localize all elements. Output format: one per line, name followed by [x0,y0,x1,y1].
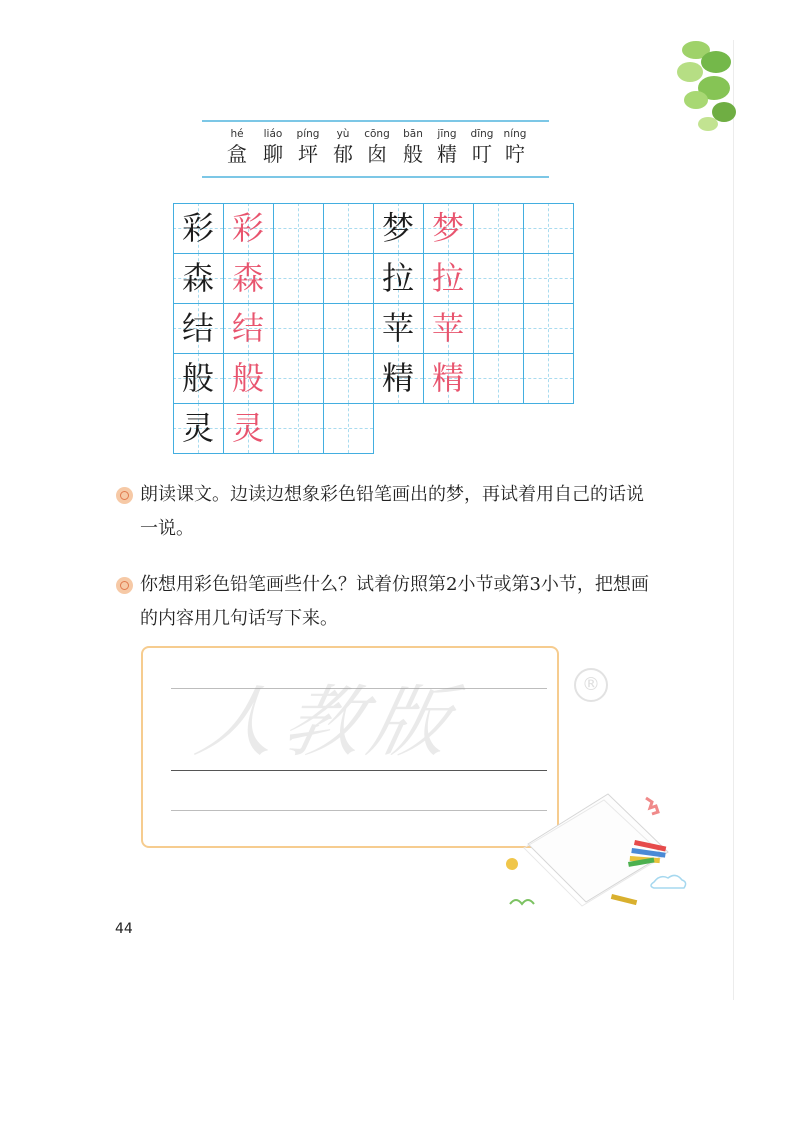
pinyin: jīng [437,128,457,140]
pinyin: liáo [263,128,283,140]
hanzi: 聊 [263,142,283,166]
pinyin: píng [296,128,320,140]
guide-line [498,203,499,253]
grid-line [523,203,524,404]
guide-line [498,253,499,303]
leaves-decoration [668,36,738,136]
vocab-word [427,128,467,168]
grid-line [273,203,274,454]
grid-cell [523,253,573,303]
pinyin: bān [403,128,423,140]
hanzi: 精 [437,142,457,166]
task-item [116,478,656,546]
grid-cell [373,353,423,403]
guide-line [298,203,299,253]
writing-line[interactable] [171,810,547,811]
page-number: 44 [115,921,133,937]
grid-cell [373,303,423,353]
model-character: 拉 [381,259,414,297]
guide-line [498,303,499,353]
grid-cell [323,203,373,253]
hanzi: 般 [403,142,423,166]
practice-character: 梦 [431,209,464,247]
grid-cell [223,403,273,453]
practice-character: 般 [231,359,264,397]
grid-cell [223,303,273,353]
grid-line [423,203,424,404]
grid-cell [523,203,573,253]
vocabulary-strip [202,120,549,178]
pinyin: cōng [364,128,390,140]
guide-line [548,353,549,403]
grid-cell [173,403,223,453]
grid-cell [173,303,223,353]
guide-line [548,253,549,303]
model-character: 精 [381,359,414,397]
guide-line [498,353,499,403]
grid-cell [273,253,323,303]
grid-cell [273,203,323,253]
grid-cell [423,353,473,403]
guide-line [348,403,349,453]
grid-cell [473,353,523,403]
grid-cell [273,403,323,453]
model-character: 灵 [181,409,214,447]
grid-cell [223,203,273,253]
grid-cell [323,303,373,353]
grid-cell [173,253,223,303]
model-character: 苹 [381,309,414,347]
pinyin: hé [230,128,244,140]
task-marker-icon [116,487,133,504]
task-text: 朗读课文。边读边想象彩色铅笔画出的梦，再试着用自己的话说一说。 [140,484,644,539]
grid-cell [323,253,373,303]
practice-character: 彩 [231,209,264,247]
grid-cell [423,253,473,303]
grid-line [173,203,174,454]
registered-mark: ® [574,668,608,702]
hanzi: 咛 [505,142,525,166]
pinyin: yù [336,128,350,140]
grid-cell [323,403,373,453]
guide-line [348,353,349,403]
pinyin: níng [503,128,527,140]
grid-cell [523,303,573,353]
guide-line [348,253,349,303]
hanzi: 叮 [472,142,492,166]
grid-line [473,203,474,404]
grid-line [323,203,324,454]
guide-line [298,253,299,303]
practice-character: 森 [231,259,264,297]
vocab-word [253,128,293,168]
writing-grid [173,203,578,456]
vocab-word [217,128,257,168]
grid-cell [473,203,523,253]
model-character: 梦 [381,209,414,247]
practice-character: 拉 [431,259,464,297]
task-text: 你想用彩色铅笔画些什么？试着仿照第2小节或第3小节，把想画的内容用几句话写下来。 [140,574,649,629]
guide-line [348,303,349,353]
grid-line [573,203,574,404]
vocab-word [288,128,328,168]
grid-line [373,203,374,454]
grid-cell [173,353,223,403]
grid-cell [373,253,423,303]
grid-cell [273,303,323,353]
practice-character: 结 [231,309,264,347]
practice-character: 精 [431,359,464,397]
grid-cell [223,253,273,303]
guide-line [348,203,349,253]
grid-cell [373,203,423,253]
task-marker-icon [116,577,133,594]
practice-character: 灵 [231,409,264,447]
guide-line [298,403,299,453]
model-character: 彩 [181,209,214,247]
grid-cell [223,353,273,403]
vocab-top-rule [202,120,549,122]
hanzi: 囱 [367,142,387,166]
hanzi: 郁 [333,142,353,166]
vocab-word [495,128,535,168]
guide-line [548,303,549,353]
vocab-word [357,128,397,168]
grid-cell [423,303,473,353]
guide-line [298,353,299,403]
model-character: 结 [181,309,214,347]
paper-and-crayons-illustration [500,786,700,916]
grid-cell [423,203,473,253]
hanzi: 坪 [298,142,318,166]
grid-cell [473,253,523,303]
model-character: 森 [181,259,214,297]
vocab-bottom-rule [202,176,549,178]
guide-line [548,203,549,253]
grid-cell [173,203,223,253]
watermark-text: 人教版 [188,678,467,768]
grid-cell [523,353,573,403]
grid-cell [323,353,373,403]
grid-cell [473,303,523,353]
hanzi: 盒 [227,142,247,166]
page-edge [733,40,734,1000]
grid-line [223,203,224,454]
practice-character: 苹 [431,309,464,347]
task-item [116,568,656,636]
model-character: 般 [181,359,214,397]
pinyin: dīng [470,128,494,140]
guide-line [298,303,299,353]
grid-cell [273,353,323,403]
